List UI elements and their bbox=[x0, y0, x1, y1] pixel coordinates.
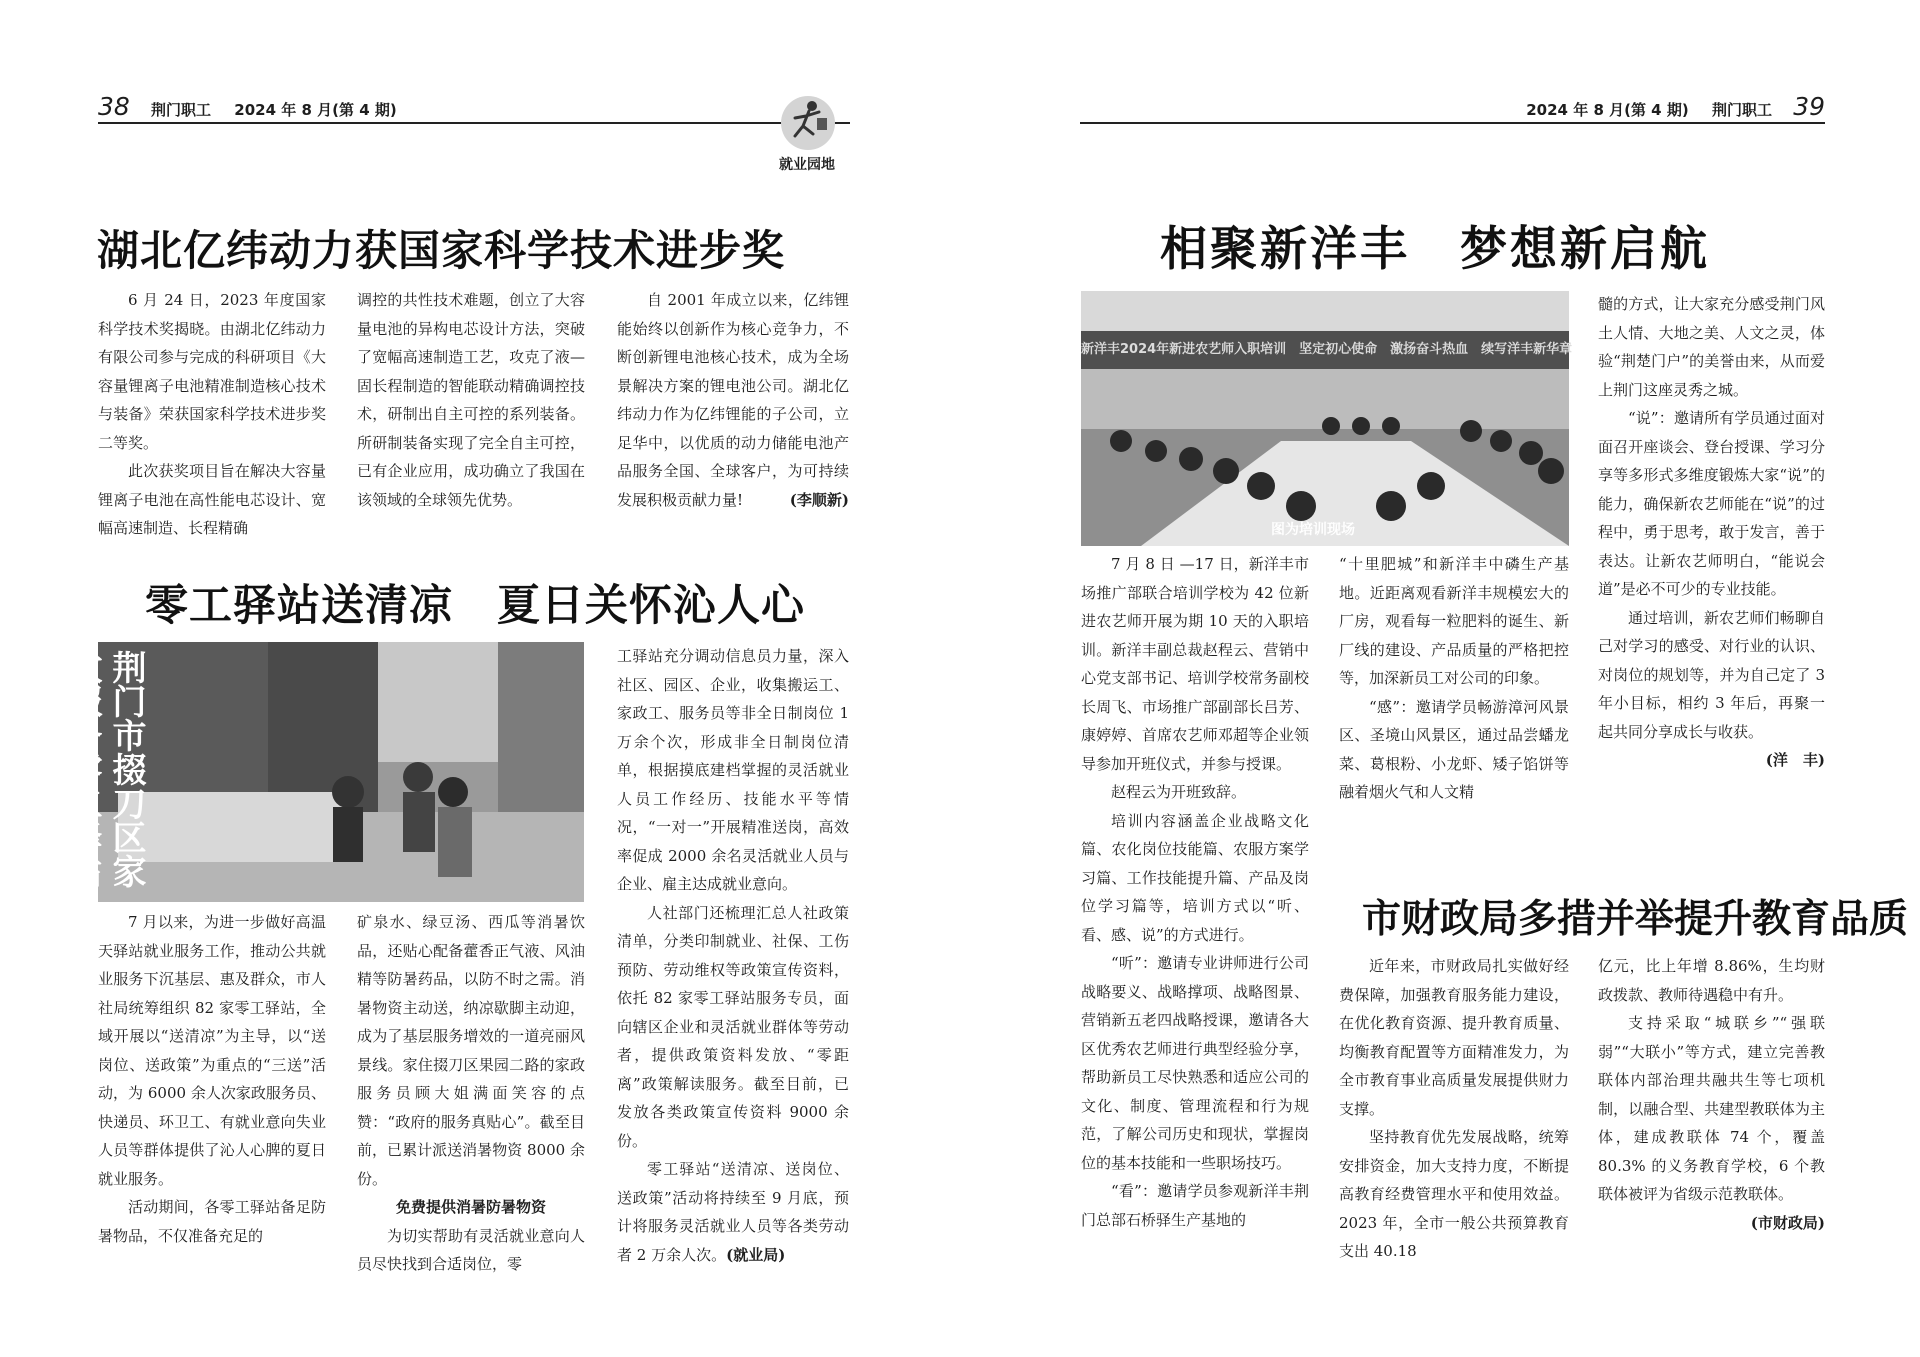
paragraph: 7 月以来，为进一步做好高温天驿站就业服务工作，推动公共就业服务下沉基层、惠及群众，市人社局统筹组织 82 家零工驿站，全域开展以“送清凉”为主导，以“送岗位、送政策”为重点的“三送”活动，为 6000 余人次家政服务员、快递员、环卫工、有就业意向失业人员等群体提供了沁人心脾的夏日就业服务。 bbox=[98, 913, 326, 1188]
article-column bbox=[1339, 550, 1569, 807]
article-title: 零工驿站送清凉 夏日关怀沁人心 bbox=[145, 581, 805, 631]
article-column bbox=[98, 908, 326, 1250]
section-badge bbox=[765, 96, 849, 178]
page-number: 39 bbox=[1793, 92, 1825, 121]
article-title: 相聚新洋丰 梦想新启航 bbox=[1160, 222, 1710, 277]
paragraph: 活动期间，各零工驿站备足防暑物品，不仅准备充足的 bbox=[98, 1198, 326, 1245]
page-number: 38 bbox=[98, 92, 130, 121]
article-photo bbox=[62, 642, 584, 902]
paragraph: “感”：邀请学员畅游漳河风景区、圣境山风景区，通过品尝蟠龙菜、葛根粉、小龙虾、矮子馅饼等融着烟火气和人文精 bbox=[1339, 697, 1569, 801]
paragraph: “看”：邀请学员参观新洋丰荆门总部石桥驿生产基地的 bbox=[1081, 1182, 1309, 1229]
article-column bbox=[357, 908, 585, 1279]
paragraph-text: 自 2001 年成立以来，亿纬锂能始终以创新作为核心竞争力，不断创新锂电池核心技术，成为全场景解决方案的锂电池公司。湖北亿纬动力作为亿纬锂能的子公司，立足华中，以优质的动力储能电池产品服务全国、全球客户，为可持续发展积极贡献力量! bbox=[617, 291, 849, 509]
paragraph bbox=[617, 286, 849, 514]
paragraph: “十里肥城”和新洋丰中磷生产基地。近距离观看新洋丰规模宏大的厂房，观看每一粒肥料的诞生、新厂线的建设、产品质量的严格把控等，加深新员工对公司的印象。 bbox=[1339, 555, 1569, 687]
paragraph: 支持采取“城联乡”“强联弱”“大联小”等方式，建立完善教联体内部治理共融共生等七项机制，以融合型、共建型教联体为主体，建成教联体 74 个，覆盖 80.3% 的义务教育学校，6 个教联体被评为省级示范教联体。 bbox=[1598, 1014, 1825, 1203]
article-column bbox=[1598, 290, 1825, 775]
publication-name: 荆门职工 bbox=[1711, 101, 1772, 119]
paragraph: 调控的共性技术难题，创立了大容量电池的异构电芯设计方法，突破了宽幅高速制造工艺，攻克了液—固长程制造的智能联动精确调控技术，研制出自主可控的系列装备。所研制装备实现了完全自主可控，已有企业应用，成功确立了我国在该领域的全球领先优势。 bbox=[357, 291, 585, 509]
article-photo bbox=[1081, 291, 1573, 546]
paragraph: 赵程云为开班致辞。 bbox=[1111, 783, 1247, 801]
photo-caption: 图为培训现场 bbox=[1271, 522, 1355, 538]
author-signature: (洋 丰) bbox=[1765, 751, 1825, 769]
author-signature: (李顺新) bbox=[789, 490, 849, 509]
right-page-header bbox=[1080, 92, 1825, 124]
article-column bbox=[1081, 550, 1309, 1234]
meeting-banner: 新洋丰2024年新进农艺师入职培训 坚定初心使命 激扬奋斗热血 续写洋丰新华章 bbox=[1081, 342, 1573, 357]
paragraph: 培训内容涵盖企业战略文化篇、农化岗位技能篇、农服方案学习篇、工作技能提升篇、产品及岗位学习篇等，培训方式以“听、看、感、说”的方式进行。 bbox=[1081, 811, 1309, 944]
paragraph: 6 月 24 日，2023 年度国家科学技术奖揭晓。由湖北亿纬动力有限公司参与完成的科研项目《大容量锂离子电池精准制造核心技术与装备》荣获国家科学技术进步奖二等奖。 bbox=[98, 291, 326, 452]
paragraph-text: 零工驿站“送清凉、送岗位、送政策”活动将持续至 9 月底，预计将服务灵活就业人员等各类劳动者 2 万余人次。 bbox=[617, 1160, 849, 1264]
paragraph: 此次获奖项目旨在解决大容量锂离子电池在高性能电芯设计、宽幅高速制造、长程精确 bbox=[98, 462, 326, 537]
paragraph: “听”：邀请专业讲师进行公司战略要义、战略撑项、战略图景、营销新五老四战略授课，邀请各大区优秀农艺师进行典型经验分享，帮助新员工尽快熟悉和适应公司的文化、制度、管理流程和行为规范，了解公司历史和现状，掌握岗位的基本技能和一些职场技巧。 bbox=[1081, 954, 1309, 1172]
author-signature: (市财政局) bbox=[1750, 1213, 1825, 1232]
left-page-header bbox=[98, 92, 850, 124]
subheading: 免费提供消暑防暑物资 bbox=[395, 1198, 546, 1216]
section-badge-icon bbox=[781, 96, 835, 150]
article-column bbox=[617, 286, 849, 514]
article-column bbox=[98, 286, 326, 543]
paragraph: 髓的方式，让大家充分感受荆门风土人情、大地之美、人文之灵，体验“荆楚门户”的美誉由来，从而爱上荆门这座灵秀之城。 bbox=[1598, 295, 1825, 399]
paragraph: 坚持教育优先发展战略，统筹安排资金，加大支持力度，不断提高教育经费管理水平和使用效益。2023 年，全市一般公共预算教育支出 40.18 bbox=[1339, 1128, 1569, 1260]
article-column bbox=[357, 286, 585, 514]
author-signature: (就业局) bbox=[726, 1245, 786, 1264]
paragraph: 通过培训，新农艺师们畅聊自己对学习的感受、对行业的认识、对岗位的规划等，并为自己定了 3 年小目标，相约 3 年后，再聚一起共同分享成长与收获。 bbox=[1598, 608, 1825, 741]
article-title: 市财政局多措并举提升教育品质 bbox=[1362, 896, 1909, 942]
publication-name: 荆门职工 bbox=[151, 101, 212, 119]
issue-date: 2024 年 8 月(第 4 期) bbox=[1526, 101, 1689, 119]
paragraph: 7 月 8 日 —17 日，新洋丰市场推广部联合培训学校为 42 位新进农艺师开展为期 10 天的入职培训。新洋丰副总裁赵程云、营销中心党支部书记、培训学校常务副校长周飞、市场推广部副部长吕芳、康婷婷、首席农艺师邓超等企业领导参加开班仪式，并参与授课。 bbox=[1081, 555, 1309, 773]
paragraph bbox=[617, 1155, 849, 1269]
storefront-sign: 荆门市掇刀区家政服务零工驿站 bbox=[62, 650, 146, 888]
article-title: 湖北亿纬动力获国家科学技术进步奖 bbox=[97, 226, 786, 275]
paragraph: “说”：邀请所有学员通过面对面召开座谈会、登台授课、学习分享等多形式多维度锻炼大家“说”的能力，确保新农艺师能在“说”的过程中，勇于思考，敢于发言，善于表达。让新农艺师明白，“能说会道”是必不可少的专业技能。 bbox=[1598, 409, 1825, 598]
article-column bbox=[1598, 952, 1825, 1237]
paragraph: 近年来，市财政局扎实做好经费保障，加强教育服务能力建设，在优化教育资源、提升教育质量、均衡教育配置等方面精准发力，为全市教育事业高质量发展提供财力支撑。 bbox=[1339, 957, 1569, 1118]
article-column bbox=[1339, 952, 1569, 1266]
article-column bbox=[617, 642, 849, 1269]
paragraph: 为切实帮助有灵活就业意向人员尽快找到合适岗位，零 bbox=[357, 1226, 585, 1273]
paragraph: 人社部门还梳理汇总人社政策清单，分类印制就业、社保、工伤预防、劳动维权等政策宣传资料，依托 82 家零工驿站服务专员，面向辖区企业和灵活就业群体等劳动者，提供政策资料发放、“零距离”政策解读服务。截至目前，已发放各类政策宣传资料 9000 余份。 bbox=[617, 903, 849, 1150]
right-page bbox=[960, 0, 1920, 1357]
section-badge-label: 就业园地 bbox=[779, 157, 835, 173]
paragraph: 工驿站充分调动信息员力量，深入社区、园区、企业，收集搬运工、家政工、服务员等非全日制岗位 1 万余个次，形成非全日制岗位清单，根据摸底建档掌握的灵活就业人员工作经历、技能水平等情况，“一对一”开展精准送岗，高效率促成 2000 余名灵活就业人员与企业、雇主达成就业意向。 bbox=[617, 647, 849, 893]
paragraph: 矿泉水、绿豆汤、西瓜等消暑饮品，还贴心配备藿香正气液、风油精等防暑药品，以防不时之需。消暑物资主动送，纳凉歇脚主动迎，成为了基层服务增效的一道亮丽风景线。家住掇刀区果园二路的家政服务员顾大姐满面笑容的点赞：“政府的服务真贴心”。截至目前，已累计派送消暑物资 8000 余份。 bbox=[357, 913, 585, 1188]
issue-date: 2024 年 8 月(第 4 期) bbox=[234, 101, 397, 119]
paragraph: 亿元，比上年增 8.86%，生均财政拨款、教师待遇稳中有升。 bbox=[1598, 957, 1825, 1004]
